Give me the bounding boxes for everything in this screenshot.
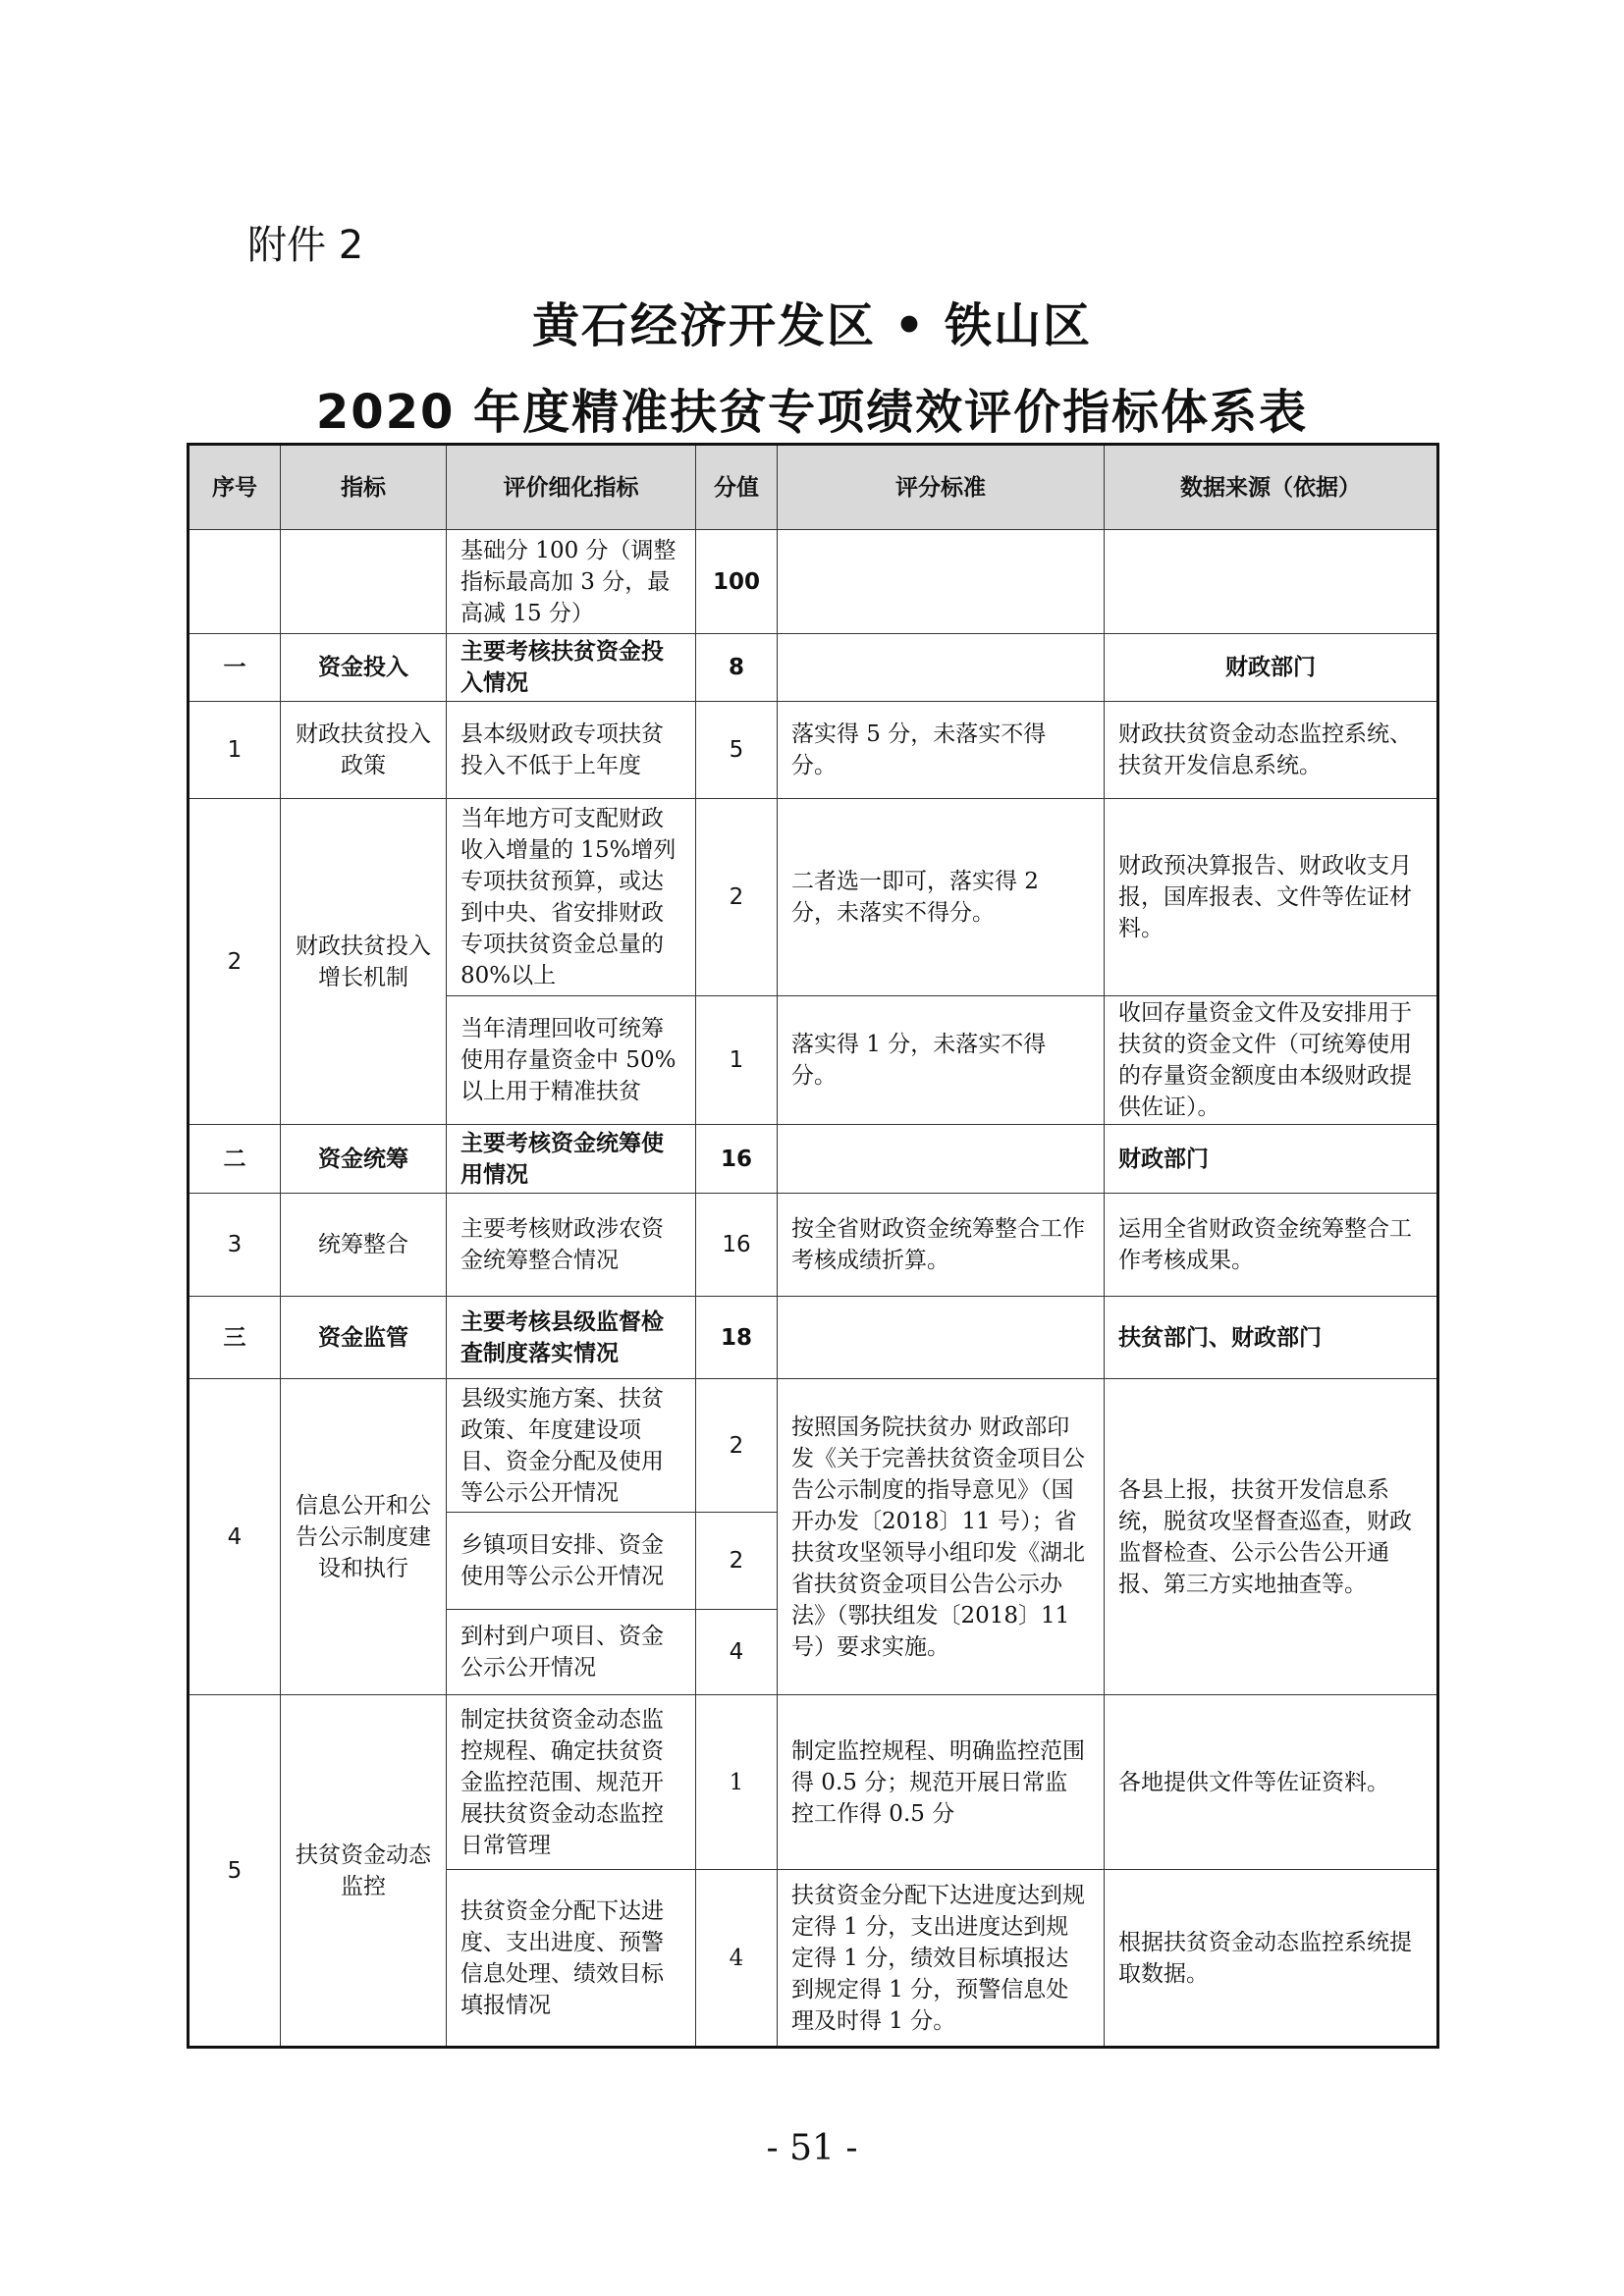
table-row [189,1695,1438,1870]
header-score: 分值 [696,445,778,530]
cell-score: 1 [696,996,778,1125]
cell-score: 16 [696,1194,778,1297]
cell-detail: 扶贫资金分配下达进度、支出进度、预警信息处理、绩效目标填报情况 [447,1870,696,2048]
cell-detail: 主要考核财政涉农资金统筹整合情况 [447,1194,696,1297]
table-row-section [189,634,1438,702]
cell-criteria [778,1297,1105,1379]
cell-score: 2 [696,1379,778,1513]
cell-indicator: 资金投入 [281,634,447,702]
cell-score: 4 [696,1610,778,1695]
cell-no: 二 [189,1125,281,1194]
cell-source: 财政部门 [1105,634,1438,702]
cell-source: 财政预决算报告、财政收支月报，国库报表、文件等佐证材料。 [1105,799,1438,996]
page-number: - 51 - [766,2128,858,2168]
indicator-table [187,443,1439,2049]
cell-detail: 当年清理回收可统筹使用存量资金中 50%以上用于精准扶贫 [447,996,696,1125]
cell-source: 财政扶贫资金动态监控系统、扶贫开发信息系统。 [1105,702,1438,799]
title-line-1: 黄石经济开发区 • 铁山区 [531,298,1093,353]
cell-criteria: 落实得 5 分，未落实不得分。 [778,702,1105,799]
table-row [189,1379,1438,1513]
cell-indicator: 扶贫资金动态监控 [281,1695,447,2048]
cell-criteria: 落实得 1 分，未落实不得分。 [778,996,1105,1125]
cell-detail: 基础分 100 分（调整指标最高加 3 分，最高减 15 分） [447,530,696,634]
cell-no: 一 [189,634,281,702]
cell-detail: 到村到户项目、资金公示公开情况 [447,1610,696,1695]
cell-source: 收回存量资金文件及安排用于扶贫的资金文件（可统筹使用的存量资金额度由本级财政提供佐证）。 [1105,996,1438,1125]
cell-criteria [778,530,1105,634]
cell-no: 三 [189,1297,281,1379]
cell-no: 3 [189,1194,281,1297]
cell-criteria: 按照国务院扶贫办 财政部印发《关于完善扶贫资金项目公告公示制度的指导意见》（国开办发〔2018〕11 号）；省扶贫攻坚领导小组印发《湖北省扶贫资金项目公告公示办法》（鄂扶组发〔2018〕11 号）要求实施。 [778,1379,1105,1695]
cell-score: 2 [696,799,778,996]
cell-detail: 制定扶贫资金动态监控规程、确定扶贫资金监控范围、规范开展扶贫资金动态监控日常管理 [447,1695,696,1870]
table-row-section [189,1297,1438,1379]
table-row [189,1194,1438,1297]
header-criteria: 评分标准 [778,445,1105,530]
cell-score: 8 [696,634,778,702]
cell-score: 4 [696,1870,778,2048]
attachment-label: 附件 2 [247,223,364,268]
table-row [189,799,1438,996]
cell-score: 100 [696,530,778,634]
cell-indicator: 资金监管 [281,1297,447,1379]
cell-score: 16 [696,1125,778,1194]
cell-source: 根据扶贫资金动态监控系统提取数据。 [1105,1870,1438,2048]
cell-no: 5 [189,1695,281,2048]
cell-source: 财政部门 [1105,1125,1438,1194]
table-row-section [189,1125,1438,1194]
cell-criteria: 制定监控规程、明确监控范围得 0.5 分；规范开展日常监控工作得 0.5 分 [778,1695,1105,1870]
table-row [189,702,1438,799]
table-header-row [189,445,1438,530]
cell-criteria: 扶贫资金分配下达进度达到规定得 1 分，支出进度达到规定得 1 分，绩效目标填报达到规定得 1 分，预警信息处理及时得 1 分。 [778,1870,1105,2048]
table-row-base [189,530,1438,634]
cell-criteria: 二者选一即可，落实得 2 分，未落实不得分。 [778,799,1105,996]
cell-detail: 主要考核资金统筹使用情况 [447,1125,696,1194]
header-detail: 评价细化指标 [447,445,696,530]
cell-source: 运用全省财政资金统筹整合工作考核成果。 [1105,1194,1438,1297]
cell-criteria [778,1125,1105,1194]
cell-score: 5 [696,702,778,799]
cell-indicator [281,530,447,634]
cell-criteria: 按全省财政资金统筹整合工作考核成绩折算。 [778,1194,1105,1297]
title-line-2: 2020 年度精准扶贫专项绩效评价指标体系表 [315,385,1309,440]
cell-no: 2 [189,799,281,1125]
cell-indicator: 财政扶贫投入政策 [281,702,447,799]
cell-score: 1 [696,1695,778,1870]
cell-source [1105,530,1438,634]
cell-criteria [778,634,1105,702]
cell-source: 各地提供文件等佐证资料。 [1105,1695,1438,1870]
cell-indicator: 信息公开和公告公示制度建设和执行 [281,1379,447,1695]
header-indicator: 指标 [281,445,447,530]
cell-detail: 县级实施方案、扶贫政策、年度建设项目、资金分配及使用等公示公开情况 [447,1379,696,1513]
cell-no [189,530,281,634]
cell-indicator: 财政扶贫投入增长机制 [281,799,447,1125]
cell-indicator: 资金统筹 [281,1125,447,1194]
cell-score: 18 [696,1297,778,1379]
cell-source: 各县上报，扶贫开发信息系统，脱贫攻坚督查巡查，财政监督检查、公示公告公开通报、第三方实地抽查等。 [1105,1379,1438,1695]
cell-score: 2 [696,1513,778,1610]
cell-source: 扶贫部门、财政部门 [1105,1297,1438,1379]
cell-detail: 当年地方可支配财政收入增量的 15%增列专项扶贫预算，或达到中央、省安排财政专项扶贫资金总量的 80%以上 [447,799,696,996]
cell-detail: 县本级财政专项扶贫投入不低于上年度 [447,702,696,799]
cell-detail: 主要考核扶贫资金投入情况 [447,634,696,702]
cell-detail: 乡镇项目安排、资金使用等公示公开情况 [447,1513,696,1610]
header-no: 序号 [189,445,281,530]
cell-no: 1 [189,702,281,799]
cell-indicator: 统筹整合 [281,1194,447,1297]
cell-detail: 主要考核县级监督检查制度落实情况 [447,1297,696,1379]
cell-no: 4 [189,1379,281,1695]
header-source: 数据来源（依据） [1105,445,1438,530]
